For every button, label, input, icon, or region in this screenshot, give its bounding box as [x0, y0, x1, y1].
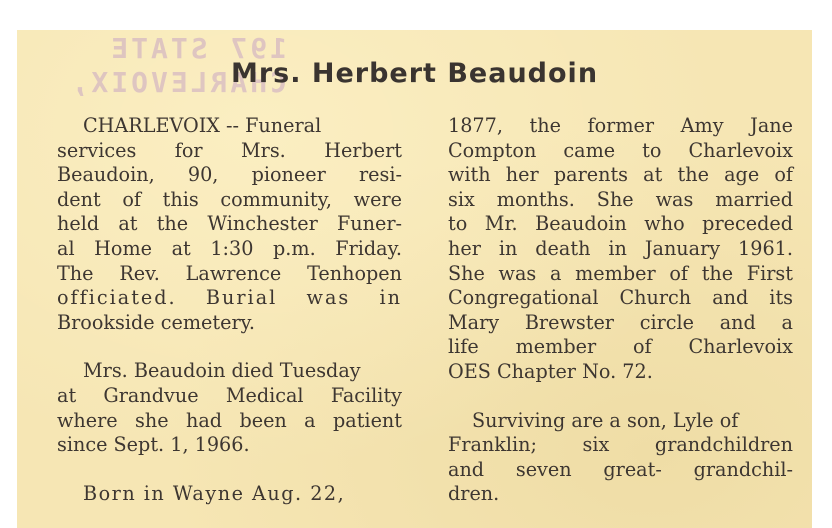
text-line: since Sept. 1, 1966. [57, 433, 250, 457]
text-line: Compton came to Charlevoix [448, 138, 793, 162]
text-line: CHARLEVOIX -- Funeral [83, 114, 322, 137]
text-line: at Grandvue Medical Facility [57, 383, 402, 407]
paragraph-funeral [57, 114, 402, 335]
text-line: with her parents at the age of [448, 163, 793, 187]
text-line: officiated. Burial was in [57, 286, 402, 310]
paragraph-survivors [448, 409, 793, 507]
paragraph-birth [57, 482, 402, 507]
text-line: Brookside cemetery. [57, 310, 256, 334]
stamp-line-2: CHARLEVOIX, [68, 66, 287, 99]
text-line: Mrs. Beaudoin died Tuesday [83, 359, 361, 383]
text-line: Surviving are a son, Lyle of [472, 408, 739, 432]
text-line: dent of this community, were [57, 187, 402, 211]
stamp-line-1: 197 STATE [108, 32, 287, 65]
text-line: Beaudoin, 90, pioneer resi- [57, 163, 402, 187]
paragraph-biography [448, 114, 793, 385]
text-line: held at the Winchester Funer- [57, 212, 402, 236]
text-line: 1877, the former Amy Jane [448, 114, 793, 137]
text-line: Congregational Church and its [448, 286, 793, 310]
text-line: Born in Wayne Aug. 22, [83, 481, 346, 505]
text-line: al Home at 1:30 p.m. Friday. [57, 236, 402, 260]
left-column [57, 114, 402, 506]
text-line: life member of Charlevoix [448, 335, 793, 359]
paragraph-death [57, 359, 402, 457]
text-line: and seven great- grandchil- [448, 457, 793, 481]
right-column [448, 114, 793, 507]
text-line: dren. [448, 482, 500, 506]
text-line: The Rev. Lawrence Tenhopen [57, 261, 402, 285]
text-line: six months. She was married [448, 187, 793, 211]
text-line: where she had been a patient [57, 408, 402, 432]
text-line: She was a member of the First [448, 261, 793, 285]
obituary-headline: Mrs. Herbert Beaudoin [230, 58, 599, 89]
text-line: Mary Brewster circle and a [448, 310, 793, 334]
text-line: services for Mrs. Herbert [57, 138, 402, 162]
text-line: OES Chapter No. 72. [448, 359, 653, 383]
newspaper-clipping [17, 30, 812, 528]
text-line: her in death in January 1961. [448, 236, 793, 260]
text-line: to Mr. Beaudoin who preceded [448, 212, 793, 236]
text-line: Franklin; six grandchildren [448, 433, 793, 457]
